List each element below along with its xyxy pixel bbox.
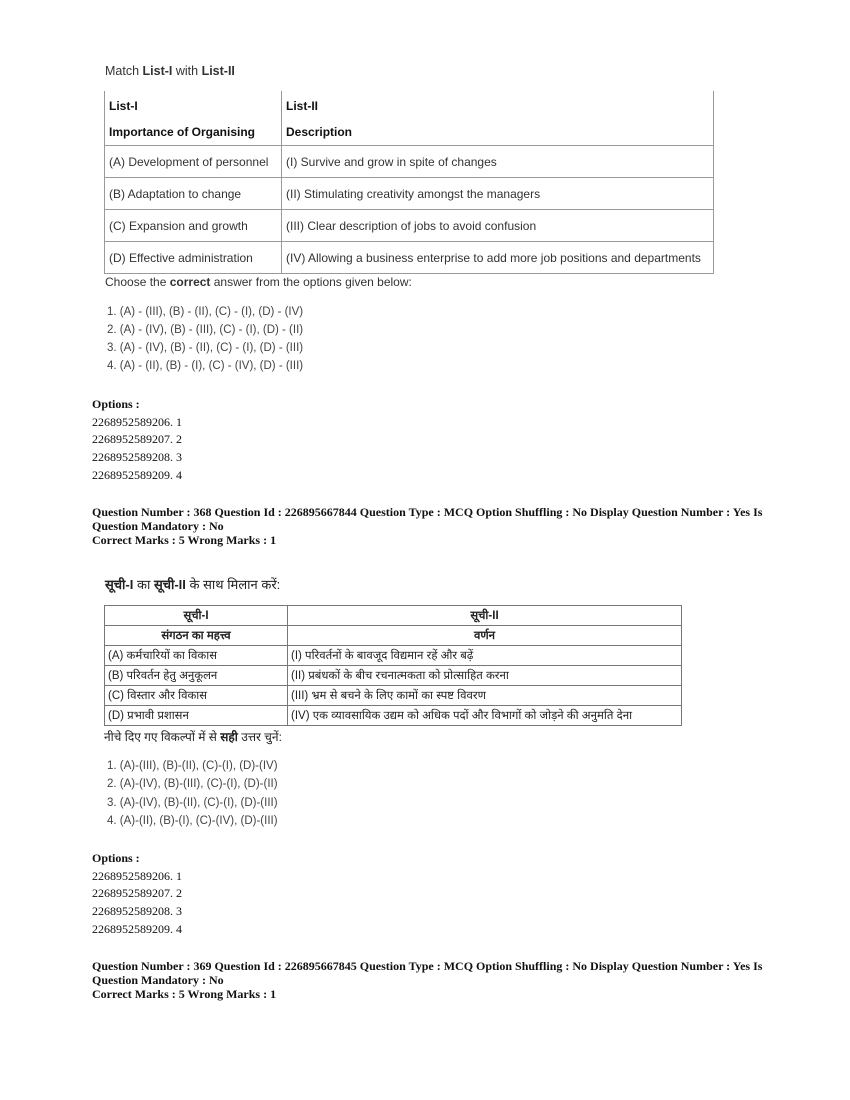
instruction-list-ii: List-II (201, 64, 235, 78)
table-cell: (A) Development of personnel (105, 146, 282, 178)
table-row (105, 706, 682, 726)
table-cell: (IV) एक व्यावसायिक उद्यम को अधिक पदों और विभागों को जोड़ने की अनुमति देना (288, 706, 682, 726)
table-header-cell: List-I (105, 91, 282, 121)
table-cell: (C) विस्तार और विकास (105, 686, 288, 706)
option-item: 2268952589206. 1 (92, 414, 182, 429)
instruction-text: Match (105, 64, 143, 78)
table-row (105, 646, 682, 666)
match-table (104, 91, 714, 274)
table-row (105, 242, 714, 274)
instruction-text: के साथ मिलान करें: (185, 577, 281, 592)
answer-choice: 1. (A) - (III), (B) - (II), (C) - (I), (D) - (IV) (107, 306, 304, 318)
table-row (105, 146, 714, 178)
choose-text: नीचे दिए गए विकल्पों में से (104, 730, 221, 744)
marks-line: Correct Marks : 5 Wrong Marks : 1 (92, 533, 277, 547)
answer-choices (107, 757, 278, 830)
instruction-text: with (172, 64, 202, 78)
table-cell: (II) प्रबंधकों के बीच रचनात्मकता को प्रोत्साहित करना (288, 666, 682, 686)
instruction-text: का (133, 577, 154, 592)
options-list (92, 396, 182, 485)
choose-emphasis: correct (169, 275, 211, 289)
match-table (104, 605, 682, 726)
options-list (92, 850, 182, 939)
table-cell: (B) परिवर्तन हेतु अनुकूलन (105, 666, 288, 686)
answer-choice: 4. (A) - (II), (B) - (I), (C) - (IV), (D) - (III) (107, 360, 304, 372)
options-label: Options : (92, 851, 140, 865)
table-header-row (105, 626, 682, 646)
options-label: Options : (92, 397, 140, 411)
option-item: 2268952589206. 1 (92, 868, 182, 883)
marks-line: Correct Marks : 5 Wrong Marks : 1 (92, 987, 277, 1001)
question-meta-line: Question Number : 368 Question Id : 226895667844 Question Type : MCQ Option Shuffling : No Display Question Number : Yes Is Question Mandatory : No (92, 505, 763, 533)
table-header-row (105, 91, 714, 121)
choose-text: उत्तर चुनें: (237, 730, 282, 744)
table-header-row (105, 606, 682, 626)
table-cell: (I) परिवर्तनों के बावजूद विद्यमान रहें और बढ़ें (288, 646, 682, 666)
choose-prompt (105, 275, 412, 289)
table-cell: (D) Effective administration (105, 242, 282, 274)
option-item: 2268952589208. 3 (92, 904, 182, 919)
table-header-row (105, 121, 714, 146)
table-row (105, 666, 682, 686)
table-row (105, 210, 714, 242)
answer-choice: 3. (A)-(IV), (B)-(II), (C)-(I), (D)-(III) (107, 796, 278, 809)
instruction-list-i: सूची-I (105, 577, 134, 592)
choose-text: answer from the options given below: (210, 275, 412, 289)
option-item: 2268952589209. 4 (92, 467, 182, 482)
question-instruction (105, 64, 235, 78)
choose-prompt (104, 728, 282, 745)
option-item: 2268952589207. 2 (92, 432, 182, 447)
answer-choice: 4. (A)-(II), (B)-(I), (C)-(IV), (D)-(III) (107, 814, 278, 827)
table-cell: (II) Stimulating creativity amongst the managers (282, 178, 714, 210)
answer-choice: 3. (A) - (IV), (B) - (II), (C) - (I), (D) - (III) (107, 342, 304, 354)
table-row (105, 178, 714, 210)
option-item: 2268952589207. 2 (92, 886, 182, 901)
table-cell: (I) Survive and grow in spite of changes (282, 146, 714, 178)
option-item: 2268952589209. 4 (92, 921, 182, 936)
answer-choices (107, 303, 303, 375)
table-cell: (III) Clear description of jobs to avoid confusion (282, 210, 714, 242)
table-header-cell: सूची-II (288, 606, 682, 626)
choose-text: Choose the (105, 275, 170, 289)
option-item: 2268952589208. 3 (92, 450, 182, 465)
table-cell: (III) भ्रम से बचने के लिए कामों का स्पष्ट विवरण (288, 686, 682, 706)
table-header-cell: सूची-I (105, 606, 288, 626)
answer-choice: 2. (A) - (IV), (B) - (III), (C) - (I), (D) - (II) (107, 324, 304, 336)
table-header-cell: संगठन का महत्त्व (105, 626, 288, 646)
table-cell: (C) Expansion and growth (105, 210, 282, 242)
table-cell: (A) कर्मचारियों का विकास (105, 646, 288, 666)
answer-choice: 1. (A)-(III), (B)-(II), (C)-(I), (D)-(IV) (107, 760, 278, 772)
choose-emphasis: सही (220, 730, 238, 744)
table-header-cell: वर्णन (288, 626, 682, 646)
table-header-cell: Importance of Organising (105, 121, 282, 146)
answer-choice: 2. (A)-(IV), (B)-(III), (C)-(I), (D)-(II) (107, 778, 278, 791)
table-header-cell: Description (282, 121, 714, 146)
question-instruction (105, 575, 280, 593)
instruction-list-i: List-I (142, 64, 173, 78)
table-cell: (IV) Allowing a business enterprise to add more job positions and departments (282, 242, 714, 274)
table-cell: (D) प्रभावी प्रशासन (105, 706, 288, 726)
question-meta (92, 959, 772, 1001)
table-row (105, 686, 682, 706)
question-meta-line: Question Number : 369 Question Id : 226895667845 Question Type : MCQ Option Shuffling : No Display Question Number : Yes Is Question Mandatory : No (92, 959, 763, 987)
table-cell: (B) Adaptation to change (105, 178, 282, 210)
table-header-cell: List-II (282, 91, 714, 121)
instruction-list-ii: सूची-II (153, 577, 186, 592)
question-meta (92, 505, 772, 547)
